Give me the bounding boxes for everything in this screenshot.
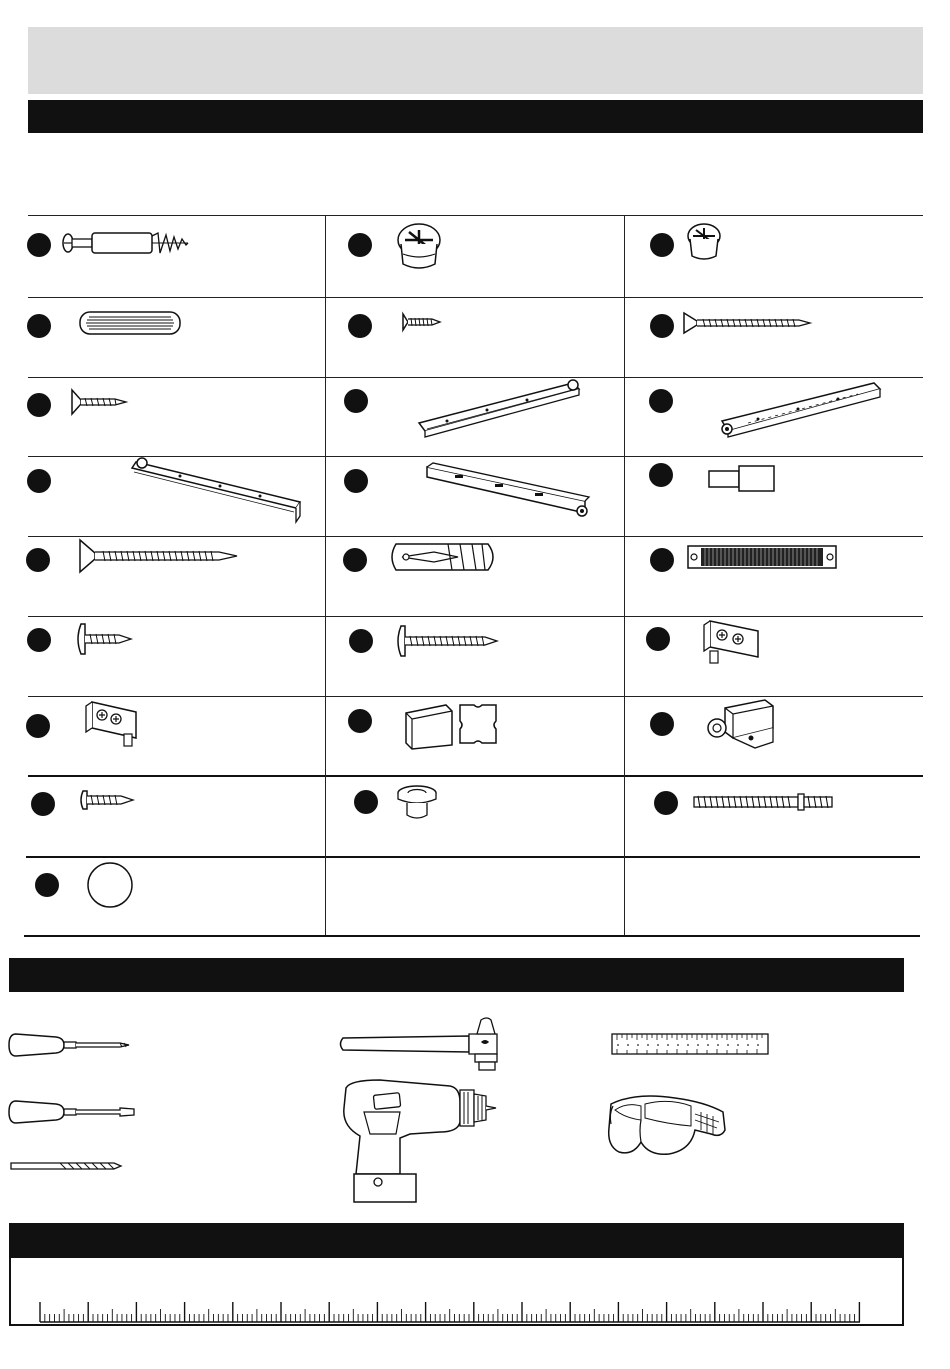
item-marker	[654, 791, 678, 815]
ruler-icon	[611, 1033, 769, 1055]
item-marker	[348, 314, 372, 338]
phillips-screwdriver-icon	[8, 1032, 132, 1058]
cam-bolt-icon	[62, 228, 192, 258]
item-marker	[26, 548, 50, 572]
connector-strip-icon	[687, 545, 838, 570]
wooden-dowel-icon	[79, 311, 181, 335]
small-pan-screw-icon	[79, 790, 135, 810]
item-marker	[354, 790, 378, 814]
item-marker	[646, 627, 670, 651]
hinge-plate-a-icon	[698, 617, 764, 669]
drawer-runner-b-icon	[718, 379, 883, 441]
hardware-section-bar	[28, 100, 923, 133]
item-marker	[649, 463, 673, 487]
item-marker	[650, 548, 674, 572]
cam-lock-small-icon	[687, 222, 723, 264]
pan-head-screw-short-icon	[75, 622, 133, 656]
item-marker	[27, 469, 51, 493]
power-drill-icon	[340, 1078, 500, 1204]
short-screw-icon	[402, 312, 442, 332]
item-marker	[650, 712, 674, 736]
flathead-screwdriver-icon	[8, 1099, 136, 1125]
item-marker	[348, 709, 372, 733]
push-latch-icon	[705, 698, 777, 750]
item-marker	[343, 548, 367, 572]
threaded-rod-icon	[692, 793, 834, 811]
item-marker	[344, 469, 368, 493]
tools-section-bar	[9, 958, 904, 992]
item-marker	[27, 314, 51, 338]
item-marker	[26, 714, 50, 738]
item-marker	[650, 233, 674, 257]
plastic-cap-icon	[397, 785, 437, 821]
item-marker	[650, 314, 674, 338]
shelf-support-peg-icon	[708, 465, 776, 492]
hinge-plate-b-icon	[82, 698, 142, 750]
cam-lock-large-icon	[397, 222, 445, 272]
drawer-runner-d-icon	[425, 461, 591, 523]
drawer-runner-c-icon	[130, 456, 302, 526]
wall-plug-icon	[388, 540, 500, 574]
item-marker	[27, 628, 51, 652]
item-marker	[31, 792, 55, 816]
long-flat-screw-icon	[683, 311, 811, 335]
pan-head-screw-long-icon	[395, 624, 499, 658]
item-marker	[35, 873, 59, 897]
header-banner	[28, 27, 923, 94]
item-marker	[344, 389, 368, 413]
item-marker	[349, 629, 373, 653]
measuring-scale	[38, 1300, 868, 1324]
hammer-icon	[337, 1016, 505, 1072]
medium-flat-screw-icon	[71, 389, 127, 415]
drawer-runner-a-icon	[417, 377, 585, 439]
drill-bit-icon	[10, 1160, 122, 1172]
wall-screw-icon	[79, 539, 239, 573]
round-cover-cap-icon	[87, 862, 133, 908]
item-marker	[348, 233, 372, 257]
safety-glasses-icon	[605, 1090, 729, 1162]
felt-pads-icon	[398, 701, 502, 751]
item-marker	[649, 389, 673, 413]
item-marker	[27, 233, 51, 257]
item-marker	[27, 393, 51, 417]
scale-section-bar	[9, 1223, 904, 1258]
